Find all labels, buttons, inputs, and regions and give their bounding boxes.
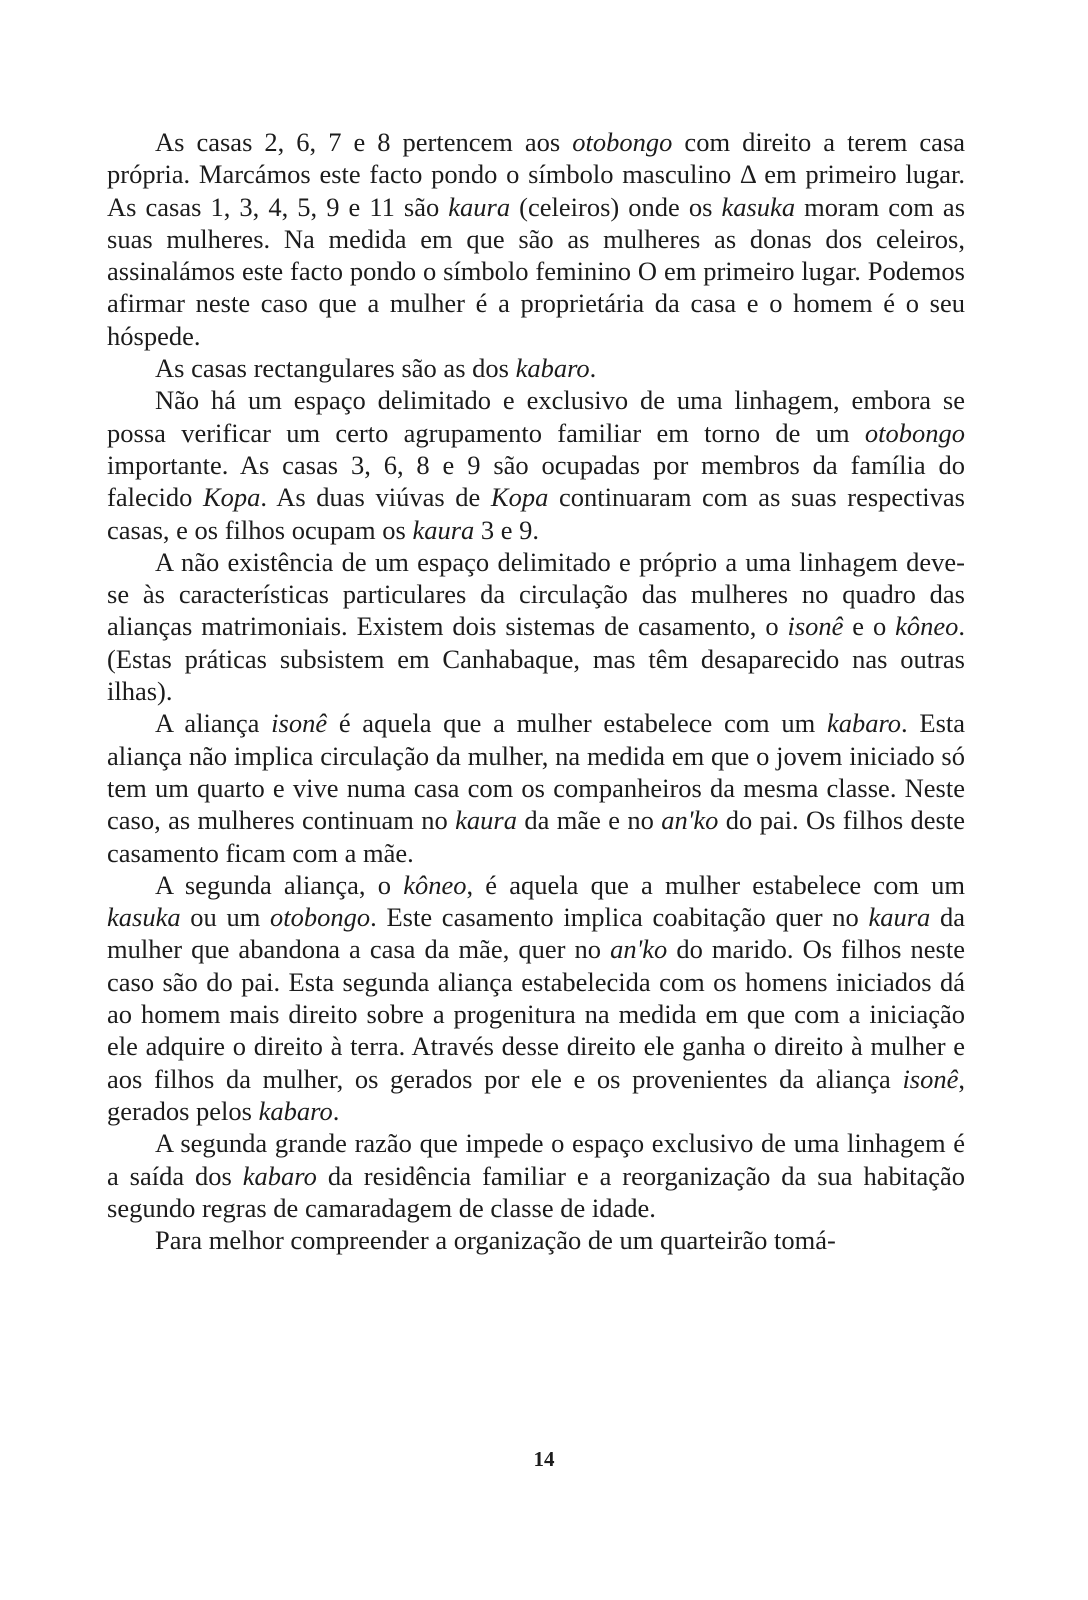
body-text xyxy=(107,126,965,1256)
paragraph: A segunda aliança, o kôneo, é aquela que a mulher estabelece com um kasuka ou um otobongo. Este casamento implica coabitação quer no kaura da mulher que abandona a casa da mãe, quer no an'ko do marido. Os filhos neste caso são do pai. Esta segunda aliança estabelecida com os homens iniciados dá ao homem mais direito sobre a progenitura na medida em que com a iniciação ele adquire o direito à terra. Através desse direito ele ganha o direito à mulher e aos filhos da mulher, os gerados por ele e os provenientes da aliança isonê, gerados pelos kabaro. xyxy=(107,869,966,1126)
italic-term: Kopa xyxy=(202,482,261,513)
italic-term: kaura xyxy=(412,514,475,545)
italic-term: kasuka xyxy=(107,902,181,933)
italic-term: kaura xyxy=(455,805,517,836)
italic-term: kabaro xyxy=(515,353,590,384)
italic-term: Kopa xyxy=(490,482,549,513)
italic-term: isonê xyxy=(787,611,844,642)
page-number: 14 xyxy=(533,1447,555,1471)
paragraph: A aliança isonê é aquela que a mulher estabelece com um kabaro. Esta aliança não implica circulação da mulher, na medida em que o jovem iniciado só tem um quarto e vive numa casa com os companheiros da mesma classe. Neste caso, as mulheres continuam no kaura da mãe e no an'ko do pai. Os filhos deste casamento ficam com a mãe. xyxy=(107,708,966,868)
italic-term: kabaro xyxy=(826,708,902,739)
italic-term: isonê xyxy=(902,1063,959,1094)
italic-term: otobongo xyxy=(864,417,965,448)
italic-term: an'ko xyxy=(661,805,719,836)
italic-term: kabaro xyxy=(258,1095,333,1126)
paragraph: A não existência de um espaço delimitado e próprio a uma linhagem deve-se às características particulares da circulação das mulheres no quadro das alianças matrimoniais. Existem dois sistemas de casamento, o isonê e o kôneo. (Estas práticas subsistem em Canhabaque, mas têm desaparecido nas outras ilhas). xyxy=(107,546,965,707)
paragraph: Não há um espaço delimitado e exclusivo de uma linhagem, embora se possa verificar um certo agrupamento familiar em torno de um otobongo importante. As casas 3, 6, 8 e 9 são ocupadas por membros da família do falecido Kopa. As duas viúvas de Kopa continuaram com as suas respectivas casas, e os filhos ocupam os kaura 3 e 9. xyxy=(107,385,965,545)
paragraph: A segunda grande razão que impede o espaço exclusivo de uma linhagem é a saída dos kabaro da residência familiar e a reorganização da sua habitação segundo regras de camaradagem de classe de idade. xyxy=(107,1128,965,1223)
paragraph: As casas 2, 6, 7 e 8 pertencem aos otobongo com direito a terem casa própria. Marcámos este facto pondo o símbolo masculino Δ em primeiro lugar. As casas 1, 3, 4, 5, 9 e 11 são kaura (celeiros) onde os kasuka moram com as suas mulheres. Na medida em que são as mulheres as donas dos celeiros, assinalámos este facto pondo o símbolo feminino O em primeiro lugar. Podemos afirmar neste caso que a mulher é a proprietária da casa e o homem é o seu hóspede. xyxy=(107,127,966,351)
paragraph: As casas rectangulares são as dos kabaro. xyxy=(155,353,597,384)
italic-term: kasuka xyxy=(721,191,796,222)
italic-term: kaura xyxy=(868,902,931,933)
italic-term: otobongo xyxy=(572,127,673,157)
italic-term: an'ko xyxy=(610,934,668,965)
italic-term: kôneo xyxy=(895,611,959,642)
italic-term: kôneo xyxy=(403,869,467,900)
italic-term: isonê xyxy=(271,708,328,739)
italic-term: kabaro xyxy=(242,1160,317,1191)
paragraph: Para melhor compreender a organização de um quarteirão tomá- xyxy=(155,1225,836,1256)
italic-term: kaura xyxy=(448,191,511,222)
italic-term: otobongo xyxy=(270,902,371,933)
